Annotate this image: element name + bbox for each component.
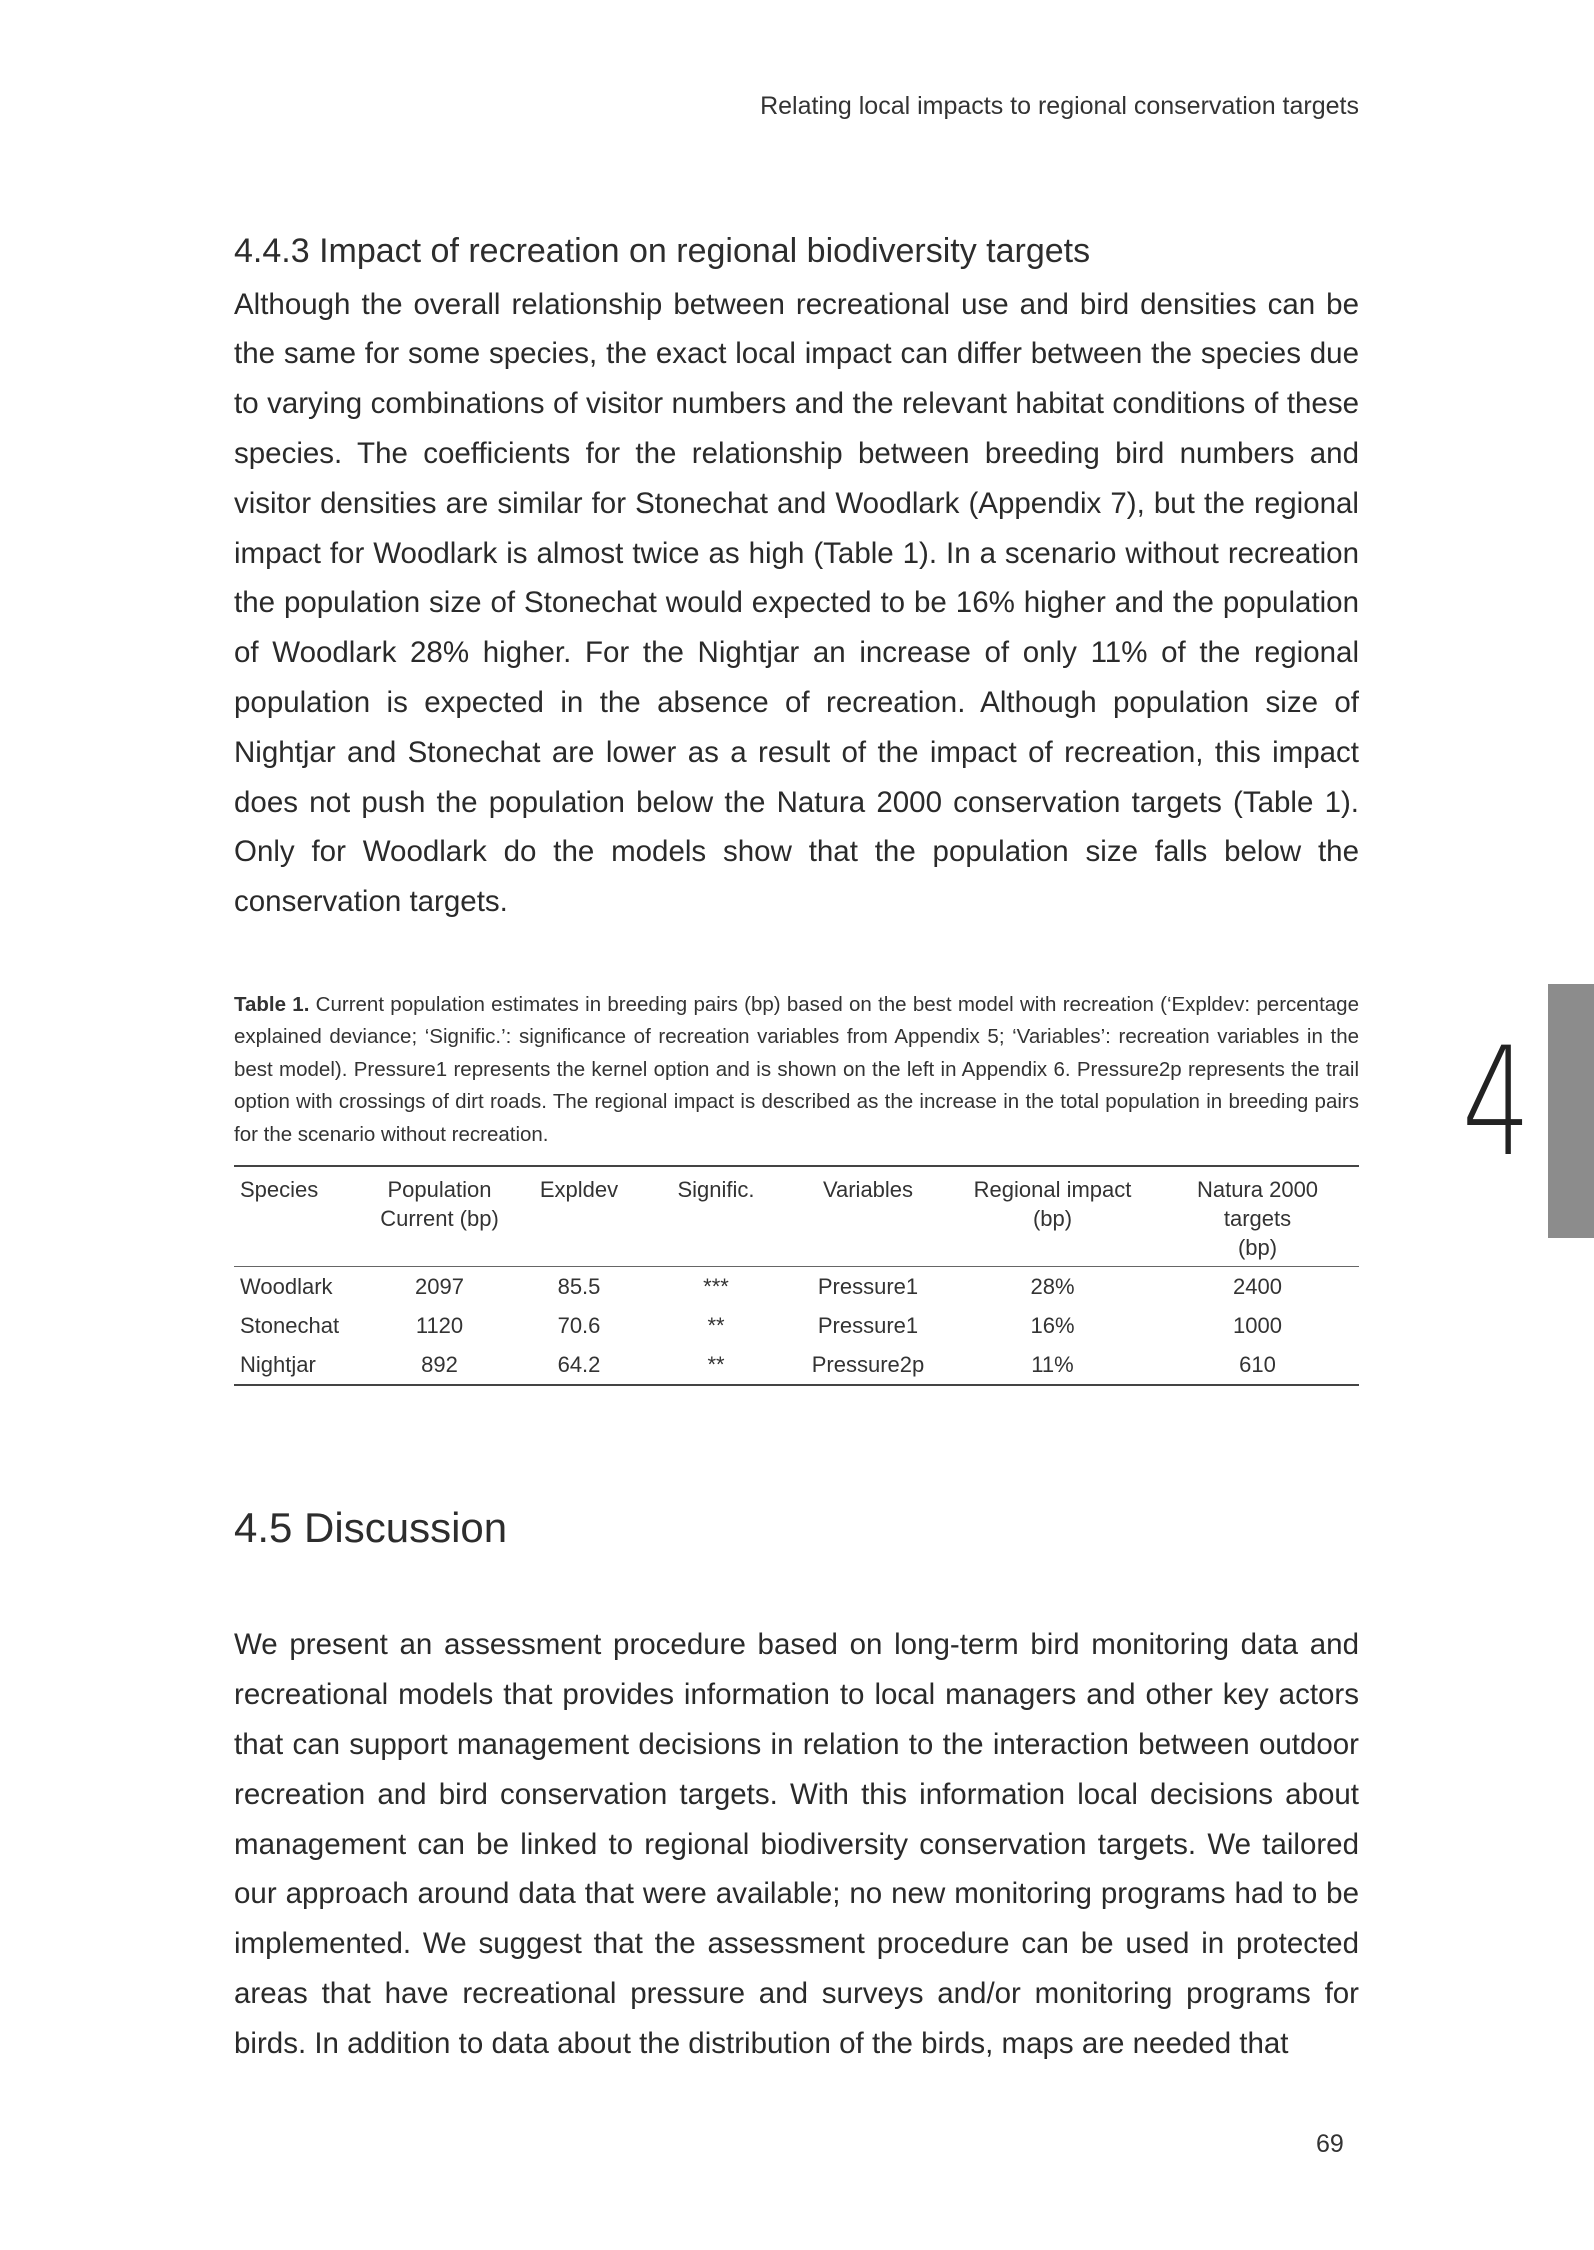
header-regional-impact: Regional impact (bp): [973, 1177, 1132, 1232]
cell-species: Woodlark: [240, 1274, 333, 1300]
table-header-row: [234, 1166, 1359, 1267]
cell-expldev: 64.2: [557, 1352, 601, 1378]
cell-regional: 16%: [1030, 1313, 1075, 1339]
cell-expldev: 85.5: [557, 1274, 601, 1300]
section-4-4-3-paragraph: Although the overall relationship between recreational use and bird densities can be the same for some species, the exact local impact can differ between the species due to varying combinations of visitor numbers and the relevant habitat conditions of these species. The coefficients for the relationship between breeding bird numbers and visitor densities are similar for Stonechat and Woodlark (Appendix 7), but the regional impact for Woodlark is almost twice as high (Table 1). In a scenario without recreation the population size of Stonechat would expected to be 16% higher and the population of Woodlark 28% higher. For the Nightjar an increase of only 11% of the regional population is expected in the absence of recreation. Although population size of Nightjar and Stonechat are lower as a result of the impact of recreation, this impact does not push the population below the Natura 2000 conservation targets (Table 1). Only for Woodlark do the models show that the population size falls below the conservation targets.: [234, 287, 1359, 919]
header-expldev: Expldev: [539, 1177, 619, 1203]
page-content: [234, 228, 1359, 2069]
table-caption-label: Table 1.: [234, 992, 310, 1016]
cell-variables: Pressure1: [817, 1274, 919, 1300]
chapter-tab: [1548, 984, 1594, 1238]
section-heading-4-5: 4.5 Discussion: [234, 1504, 508, 1552]
table-row: [234, 1267, 1359, 1307]
cell-variables: Pressure1: [817, 1313, 919, 1339]
section-heading-4-4-3: 4.4.3 Impact of recreation on regional biodiversity targets: [234, 232, 1091, 270]
cell-expldev: 70.6: [557, 1313, 601, 1339]
cell-species: Stonechat: [240, 1313, 340, 1339]
cell-natura: 610: [1239, 1352, 1276, 1378]
cell-regional: 11%: [1031, 1352, 1074, 1378]
cell-signific: ***: [703, 1274, 729, 1300]
table-row: [234, 1345, 1359, 1385]
table-row: [234, 1306, 1359, 1345]
header-signific: Signific.: [677, 1177, 755, 1203]
header-natura-targets: Natura 2000 targets (bp): [1196, 1177, 1319, 1261]
population-table: [234, 1165, 1359, 1386]
cell-variables: Pressure2p: [811, 1352, 925, 1378]
table-caption-text: Current population estimates in breeding pairs (bp) based on the best model with recreation (‘Expldev: percentage explained deviance; ‘Signific.’: significance of recreation variables from Appendix 5; ‘Variables’: recreation variables in the best model). Pressure1 represents the kernel option and is shown on the left in Appendix 6. Pressure2p represents the trail option with crossings of dirt roads. The regional impact is described as the increase in the total population in breeding pairs for the scenario without recreation.: [234, 992, 1359, 1146]
cell-population: 2097: [415, 1274, 464, 1300]
header-species: Species: [240, 1177, 319, 1203]
cell-natura: 1000: [1233, 1313, 1282, 1339]
page-number: 69: [1316, 2130, 1344, 2158]
header-variables: Variables: [822, 1177, 914, 1203]
table-caption: [234, 989, 1359, 1152]
cell-signific: **: [707, 1352, 725, 1378]
running-header: Relating local impacts to regional conservation targets: [760, 92, 1359, 120]
cell-signific: **: [707, 1313, 725, 1339]
section-4-5-paragraph: We present an assessment procedure based on long-term bird monitoring data and recreational models that provides information to local managers and other key actors that can support management decisions in relation to the interaction between outdoor recreation and bird conservation targets. With this information local decisions about management can be linked to regional biodiversity conservation targets. We tailored our approach around data that were available; no new monitoring programs had to be implemented. We suggest that the assessment procedure can be used in protected areas that have recreational pressure and surveys and/or monitoring programs for birds. In addition to data about the distribution of the birds, maps are needed that: [234, 1628, 1359, 2060]
cell-species: Nightjar: [240, 1352, 316, 1378]
cell-natura: 2400: [1233, 1274, 1282, 1300]
cell-population: 892: [421, 1352, 458, 1378]
cell-population: 1120: [415, 1313, 464, 1339]
header-population: Population Current (bp): [380, 1177, 499, 1232]
cell-regional: 28%: [1030, 1274, 1075, 1300]
chapter-number: 4: [1462, 1016, 1531, 1190]
